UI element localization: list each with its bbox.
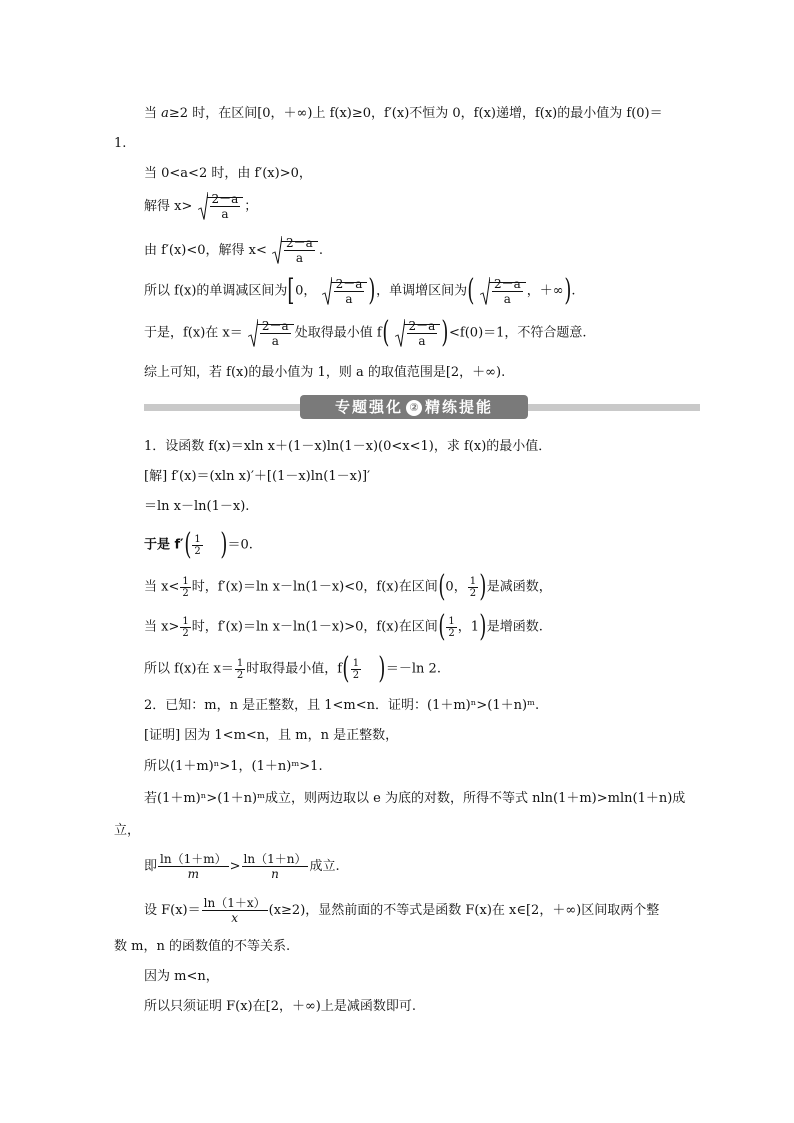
sqrt-expression: $\frac{2-a}{a}$	[395, 319, 441, 348]
text-line: 即 $\frac{\ln(1+m)}{m}$ > $\frac{\ln(1+n)}{n}$ 成立.	[144, 852, 340, 881]
text-line: 综上可知，若 f(x)的最小值为 1，则 a 的取值范围是[2，＋∞).	[144, 365, 506, 380]
text-line: 若(1＋m)ⁿ>(1＋n)ᵐ成立，则两边取以 e 为底的对数，所得不等式 nln(1＋m)>mln(1＋n)成	[144, 791, 686, 806]
text-line: 数 m，n 的函数值的不等关系.	[114, 939, 291, 954]
text-line: [证明] 因为 1<m<n，且 m，n 是正整数，	[144, 728, 399, 743]
text-line: 当 x> $\frac{1}{2}$ 时，f′(x)＝ln x－ln(1－x)>0，f(x)在区间( $\frac{1}{2}$ ，1)是增函数.	[144, 609, 543, 644]
text-line: 所以 f(x)在 x＝ $\frac{1}{2}$ 时取得最小值，f( $\frac{1}{2}$ )＝－ln 2.	[144, 651, 441, 686]
section-banner: 专题强化 ② 精练提能	[300, 395, 528, 419]
text-line: 1．设函数 f(x)＝xln x＋(1－x)ln(1－x)(0<x<1)，求 f(x)的最小值．	[144, 439, 552, 454]
sqrt-expression: $\frac{2-a}{a}$	[480, 277, 526, 306]
text-line: 所以(1＋m)ⁿ>1，(1＋n)ᵐ>1.	[144, 759, 323, 774]
number-badge: ②	[406, 400, 422, 416]
text-line: 由 f′(x)<0，解得 x< $\frac{2-a}{a}$ .	[144, 236, 323, 265]
text-line: 因为 m<n，	[144, 969, 219, 984]
text-line: 所以 f(x)的单调减区间为[0， $\frac{2-a}{a}$ )，单调增区间为( $\frac{2-a}{a}$ ，＋∞).	[144, 273, 576, 308]
sqrt-expression: $\frac{2-a}{a}$	[322, 277, 368, 306]
text-line: 所以只须证明 F(x)在[2，＋∞)上是减函数即可.	[144, 999, 417, 1014]
text-line: [解] f′(x)＝(xln x)′＋[(1－x)ln(1－x)]′	[144, 469, 371, 484]
sqrt-expression: $\frac{2-a}{a}$	[198, 192, 244, 221]
text-line: 1.	[114, 136, 127, 151]
text-line: 解得 x> $\frac{2-a}{a}$ ；	[144, 192, 258, 221]
text-line: 于是，f(x)在 x＝ $\frac{2-a}{a}$ 处取得最小值 f( $\frac{2-a}{a}$ )<f(0)＝1，不符合题意.	[144, 315, 587, 350]
text-line: 当 0<a<2 时，由 f′(x)>0，	[144, 166, 312, 181]
text-line: 于是 f′( $\frac{1}{2}$ )＝0.	[144, 527, 253, 562]
sqrt-expression: $\frac{2-a}{a}$	[248, 319, 294, 348]
text-line: 立，	[114, 823, 141, 838]
text-line: ＝ln x－ln(1－x).	[144, 499, 250, 514]
text-line: 设 F(x)＝ $\frac{\ln(1+x)}{x}$ (x≥2)，显然前面的不等式是函数 F(x)在 x∈[2，＋∞)区间取两个整	[144, 896, 660, 925]
text-line: 当 a≥2 时，在区间[0，＋∞)上 f(x)≥0，f′(x)不恒为 0，f(x)递增，f(x)的最小值为 f(0)＝	[144, 106, 663, 121]
text-line: 2．已知：m，n 是正整数，且 1<m<n．证明：(1＋m)ⁿ>(1＋n)ᵐ.	[144, 698, 540, 713]
text-line: 当 x< $\frac{1}{2}$ 时，f′(x)＝ln x－ln(1－x)<0，f(x)在区间(0， $\frac{1}{2}$ )是减函数，	[144, 569, 552, 604]
sqrt-expression: $\frac{2-a}{a}$	[272, 236, 318, 265]
